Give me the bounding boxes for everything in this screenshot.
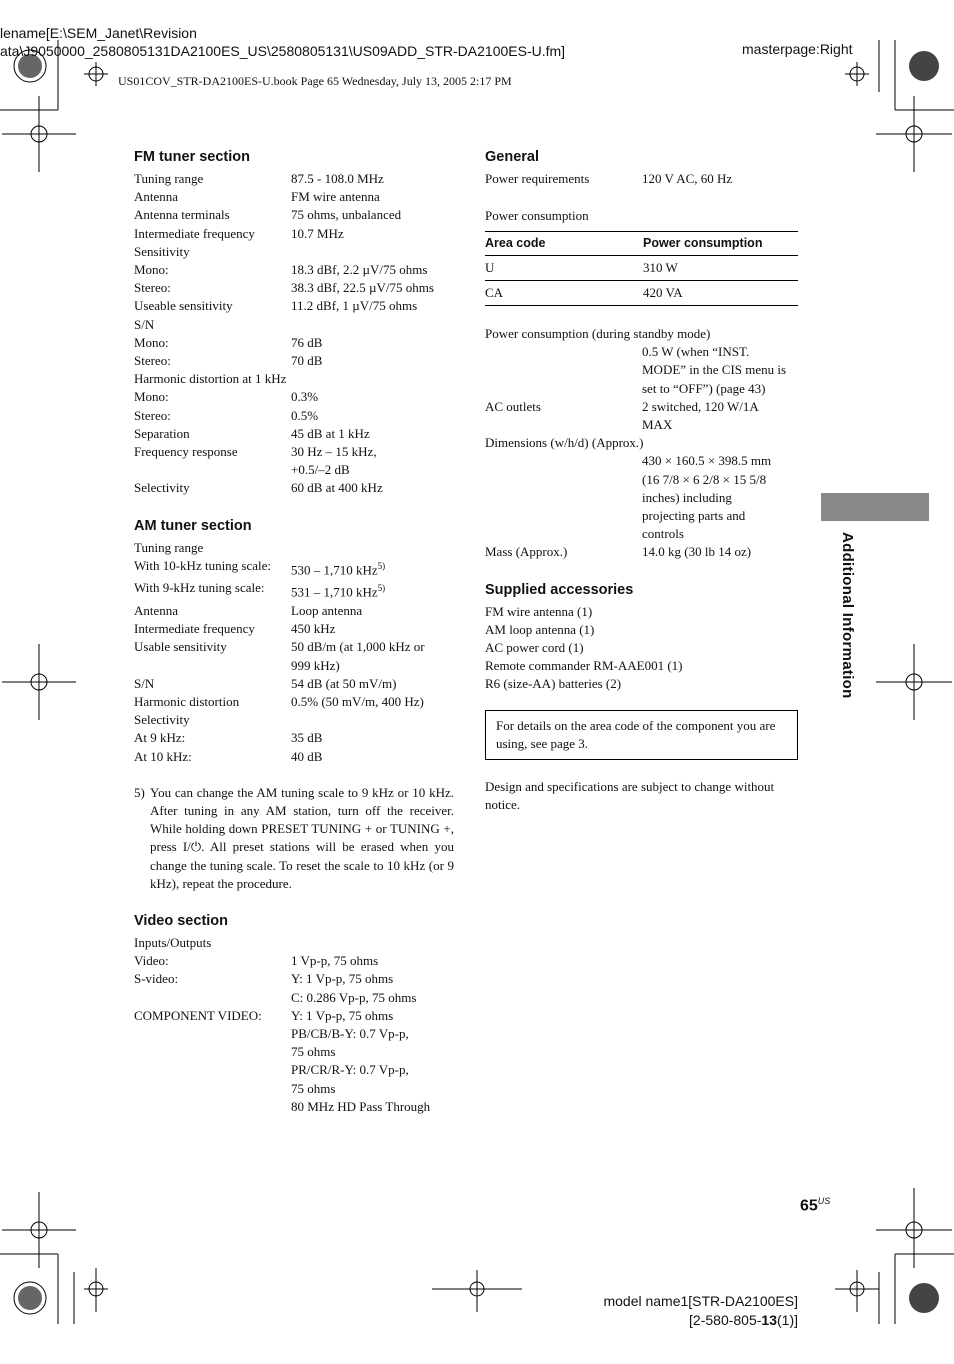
footer-part-suffix: (1)] bbox=[777, 1312, 798, 1328]
spec-value bbox=[291, 334, 454, 352]
list-item: AM loop antenna (1) bbox=[485, 621, 595, 637]
spec-row bbox=[134, 170, 454, 188]
spec-label: At 9 kHz: bbox=[134, 730, 186, 746]
spec-value bbox=[291, 657, 454, 675]
spec-value bbox=[642, 507, 800, 525]
spec-value bbox=[291, 479, 454, 497]
spec-row bbox=[134, 206, 454, 224]
spec-value bbox=[291, 729, 454, 747]
spec-value-text: 430 × 160.5 × 398.5 mm bbox=[642, 453, 772, 469]
spec-value-text: +0.5/–2 dB bbox=[291, 462, 350, 478]
power-requirements-value: 120 V AC, 60 Hz bbox=[642, 171, 733, 186]
spec-label: Dimensions (w/h/d) (Approx.) bbox=[485, 435, 644, 451]
right-column bbox=[485, 148, 800, 814]
spec-row bbox=[134, 989, 454, 1007]
table-cell: CA bbox=[485, 280, 643, 305]
table-cell: 310 W bbox=[643, 255, 798, 280]
spec-row bbox=[485, 398, 800, 416]
video-spec-list bbox=[134, 934, 454, 1116]
spec-label bbox=[485, 380, 642, 398]
spec-row bbox=[134, 934, 454, 952]
spec-label: Antenna terminals bbox=[134, 207, 230, 223]
spec-value-text: set to “OFF”) (page 43) bbox=[642, 380, 766, 396]
spec-label: Separation bbox=[134, 425, 190, 441]
spec-label bbox=[485, 452, 642, 470]
spec-label: Stereo: bbox=[134, 280, 171, 296]
spec-row bbox=[134, 443, 454, 461]
spec-label: Sensitivity bbox=[134, 243, 190, 259]
spec-value bbox=[291, 989, 454, 1007]
spec-value-text: 87.5 - 108.0 MHz bbox=[291, 171, 384, 186]
spec-value-text: MODE” in the CIS menu is bbox=[642, 362, 787, 378]
footer-part-number bbox=[560, 1311, 798, 1330]
spec-value bbox=[291, 602, 454, 620]
spec-row bbox=[134, 711, 454, 729]
accessories-list bbox=[485, 603, 800, 694]
spec-value bbox=[291, 297, 454, 315]
spec-row bbox=[485, 452, 800, 470]
spec-value-text: 0.3% bbox=[291, 389, 319, 405]
spec-value bbox=[642, 525, 800, 543]
spec-value-text: 10.7 MHz bbox=[291, 225, 344, 241]
am-spec-list bbox=[134, 539, 454, 766]
spec-label: Mass (Approx.) bbox=[485, 544, 568, 560]
spec-value bbox=[291, 952, 454, 970]
footnote-text: You can change the AM tuning scale to 9 kHz or 10 kHz. After tuning in any AM station, turn off the receiver. While holding down PRESET TUNING + or TUNING +, press I/⏻. All preset stations will be erased when you change the tuning scale. To reset the scale to 10 kHz (or 9 kHz), repeat the procedure. bbox=[150, 784, 454, 891]
spec-value-text: 30 Hz – 15 kHz, bbox=[291, 444, 377, 460]
spec-value-text: 40 dB bbox=[291, 748, 323, 764]
spec-value bbox=[291, 461, 454, 479]
spec-value-text: MAX bbox=[642, 417, 673, 433]
spec-row bbox=[134, 1061, 454, 1079]
spec-label: Inputs/Outputs bbox=[134, 934, 212, 950]
spec-label: Mono: bbox=[134, 262, 169, 278]
am-section-title: AM tuner section bbox=[134, 517, 252, 534]
spec-value bbox=[291, 279, 454, 297]
spec-value-text: 60 dB at 400 kHz bbox=[291, 480, 383, 496]
spec-label bbox=[134, 989, 291, 1007]
spec-row bbox=[134, 748, 454, 766]
spec-label bbox=[134, 461, 291, 479]
spec-row bbox=[485, 507, 800, 525]
spec-label bbox=[134, 657, 291, 675]
spec-value bbox=[291, 225, 454, 243]
general-spec-list bbox=[485, 325, 800, 562]
spec-row bbox=[134, 693, 454, 711]
spec-label: Intermediate frequency bbox=[134, 621, 255, 637]
spec-value bbox=[291, 638, 454, 656]
spec-value-text: controls bbox=[642, 526, 684, 542]
spec-row bbox=[134, 539, 454, 557]
spec-row bbox=[134, 407, 454, 425]
spec-value bbox=[291, 425, 454, 443]
section-tab-marker bbox=[821, 493, 929, 521]
spec-row bbox=[134, 479, 454, 497]
spec-value-text: 1 Vp-p, 75 ohms bbox=[291, 953, 379, 969]
spec-value bbox=[291, 170, 454, 188]
table-header-power-consumption: Power consumption bbox=[643, 232, 798, 255]
spec-value bbox=[291, 557, 454, 580]
spec-row bbox=[134, 370, 454, 388]
spec-value bbox=[642, 398, 800, 416]
spec-row bbox=[134, 1080, 454, 1098]
spec-label bbox=[485, 507, 642, 525]
page-number-value: 65 bbox=[800, 1197, 818, 1215]
spec-value bbox=[291, 620, 454, 638]
spec-label bbox=[485, 361, 642, 379]
spec-value bbox=[291, 1007, 454, 1025]
spec-row bbox=[134, 602, 454, 620]
list-item: R6 (size-AA) batteries (2) bbox=[485, 676, 622, 692]
spec-label: Tuning range bbox=[134, 539, 204, 555]
area-code-table bbox=[485, 231, 798, 306]
spec-label bbox=[134, 1043, 291, 1061]
spec-value bbox=[291, 675, 454, 693]
spec-value bbox=[291, 407, 454, 425]
spec-value-text: 75 ohms bbox=[291, 1080, 336, 1096]
spec-label: Mono: bbox=[134, 334, 169, 350]
spec-label: Selectivity bbox=[134, 712, 190, 728]
spec-label: Harmonic distortion at 1 kHz bbox=[134, 371, 287, 387]
spec-row bbox=[485, 343, 800, 361]
spec-label: Tuning range bbox=[134, 171, 204, 186]
side-section-label: Additional Information bbox=[839, 532, 856, 699]
spec-value-text: PR/CR/R-Y: 0.7 Vp-p, bbox=[291, 1062, 409, 1078]
footer-model-name: model name1[STR-DA2100ES] bbox=[603, 1293, 798, 1309]
spec-row bbox=[134, 620, 454, 638]
spec-label: Power consumption (during standby mode) bbox=[485, 326, 711, 342]
spec-value-text: 75 ohms, unbalanced bbox=[291, 207, 402, 223]
spec-row bbox=[134, 188, 454, 206]
spec-value bbox=[291, 443, 454, 461]
spec-value bbox=[291, 188, 454, 206]
spec-value-text: Y: 1 Vp-p, 75 ohms bbox=[291, 1007, 394, 1023]
file-path-line2: ata\J9050000_2580805131DA2100ES_US\2580805131\US09ADD_STR-DA2100ES-U.fm] bbox=[0, 43, 566, 59]
footnote-ref: 5) bbox=[377, 583, 386, 594]
spec-label: Antenna bbox=[134, 602, 179, 618]
spec-row bbox=[134, 261, 454, 279]
fm-spec-list bbox=[134, 170, 454, 498]
footnote-ref: 5) bbox=[377, 560, 386, 571]
spec-value bbox=[291, 539, 454, 557]
spec-value-text: 999 kHz) bbox=[291, 657, 340, 673]
spec-value-text: 76 dB bbox=[291, 334, 323, 350]
table-row bbox=[485, 255, 798, 280]
spec-value bbox=[291, 261, 454, 279]
spec-row bbox=[134, 579, 454, 602]
power-consumption-label: Power consumption bbox=[485, 208, 589, 224]
spec-label: Intermediate frequency bbox=[134, 225, 255, 241]
spec-value bbox=[291, 711, 454, 729]
spec-row bbox=[134, 729, 454, 747]
spec-value bbox=[642, 380, 800, 398]
spec-row bbox=[134, 970, 454, 988]
spec-value-text: 50 dB/m (at 1,000 kHz or bbox=[291, 639, 425, 655]
spec-row bbox=[134, 425, 454, 443]
spec-label: With 9-kHz tuning scale: bbox=[134, 580, 265, 596]
left-column bbox=[134, 148, 454, 1116]
spec-value bbox=[291, 352, 454, 370]
disclaimer: Design and specifications are subject to change without notice. bbox=[485, 779, 775, 813]
spec-value bbox=[291, 1025, 454, 1043]
spec-label: Stereo: bbox=[134, 353, 171, 369]
spec-value bbox=[291, 316, 454, 334]
spec-row bbox=[134, 1007, 454, 1025]
spec-value-text: 0.5% (50 mV/m, 400 Hz) bbox=[291, 693, 424, 709]
spec-value bbox=[642, 489, 800, 507]
spec-value bbox=[642, 416, 800, 434]
spec-value bbox=[291, 1043, 454, 1061]
spec-row bbox=[134, 1098, 454, 1116]
spec-value-text: Loop antenna bbox=[291, 602, 363, 618]
spec-row bbox=[485, 525, 800, 543]
footnote bbox=[134, 784, 454, 893]
area-code-note-box: For details on the area code of the component you are using, see page 3. bbox=[485, 710, 798, 760]
masterpage-label: masterpage:Right bbox=[742, 41, 853, 57]
spec-value-text: (16 7/8 × 6 2/8 × 15 5/8 bbox=[642, 471, 767, 487]
spec-label bbox=[485, 343, 642, 361]
spec-row bbox=[134, 1043, 454, 1061]
spec-value bbox=[642, 543, 800, 561]
list-item: Remote commander RM-AAE001 (1) bbox=[485, 658, 683, 674]
spec-value-text: 38.3 dBf, 22.5 µV/75 ohms bbox=[291, 280, 434, 296]
spec-row bbox=[485, 361, 800, 379]
spec-row bbox=[134, 279, 454, 297]
page-number-suffix: US bbox=[817, 1196, 831, 1206]
accessories-section-title: Supplied accessories bbox=[485, 581, 634, 598]
spec-row bbox=[485, 543, 800, 561]
footnote-number: 5) bbox=[134, 784, 145, 800]
spec-row bbox=[134, 225, 454, 243]
spec-label bbox=[485, 416, 642, 434]
spec-row bbox=[134, 1025, 454, 1043]
spec-row bbox=[134, 297, 454, 315]
spec-row bbox=[134, 952, 454, 970]
spec-label: Stereo: bbox=[134, 407, 171, 423]
table-row bbox=[485, 280, 798, 305]
fm-section-title: FM tuner section bbox=[134, 149, 251, 165]
spec-value-text: PB/CB/B-Y: 0.7 Vp-p, bbox=[291, 1025, 409, 1041]
spec-value bbox=[291, 1080, 454, 1098]
spec-value-text: 35 dB bbox=[291, 730, 323, 746]
spec-value-text: 14.0 kg (30 lb 14 oz) bbox=[642, 544, 752, 560]
spec-label: Mono: bbox=[134, 389, 169, 405]
spec-value bbox=[291, 748, 454, 766]
spec-value-text: 450 kHz bbox=[291, 621, 336, 637]
spec-value bbox=[642, 343, 800, 361]
list-item: AC power cord (1) bbox=[485, 640, 584, 656]
spec-row bbox=[134, 388, 454, 406]
spec-value-text: 531 – 1,710 kHz bbox=[291, 584, 378, 600]
spec-value-text: Y: 1 Vp-p, 75 ohms bbox=[291, 971, 394, 987]
spec-value bbox=[642, 452, 800, 470]
spec-value-text: 0.5 W (when “INST. bbox=[642, 344, 750, 360]
spec-row bbox=[485, 380, 800, 398]
spec-label: S/N bbox=[134, 675, 155, 691]
spec-value bbox=[291, 1098, 454, 1116]
spec-row bbox=[134, 638, 454, 656]
spec-value-text: 11.2 dBf, 1 µV/75 ohms bbox=[291, 298, 418, 314]
spec-value bbox=[291, 1061, 454, 1079]
table-header-area-code: Area code bbox=[485, 232, 643, 255]
spec-value-text: 75 ohms bbox=[291, 1044, 336, 1060]
spec-value-text: 54 dB (at 50 mV/m) bbox=[291, 675, 397, 691]
general-section-title: General bbox=[485, 149, 539, 165]
spec-value-text: 80 MHz HD Pass Through bbox=[291, 1098, 431, 1114]
spec-label: With 10-kHz tuning scale: bbox=[134, 557, 272, 573]
spec-row bbox=[134, 675, 454, 693]
spec-label: Selectivity bbox=[134, 480, 190, 496]
spec-label: S-video: bbox=[134, 971, 179, 987]
spec-value bbox=[642, 471, 800, 489]
spec-label bbox=[134, 1098, 291, 1116]
spec-row bbox=[134, 243, 454, 261]
spec-value bbox=[291, 370, 454, 388]
book-info: US01COV_STR-DA2100ES-U.book Page 65 Wednesday, July 13, 2005 2:17 PM bbox=[118, 74, 512, 88]
spec-label: Frequency response bbox=[134, 444, 238, 460]
video-section-title: Video section bbox=[134, 912, 229, 929]
footer-part-prefix: [2-580-805- bbox=[689, 1312, 762, 1328]
spec-label: Useable sensitivity bbox=[134, 298, 233, 314]
spec-row bbox=[485, 170, 800, 188]
spec-value bbox=[291, 970, 454, 988]
spec-row bbox=[134, 334, 454, 352]
spec-value-text: 18.3 dBf, 2.2 µV/75 ohms bbox=[291, 262, 428, 278]
spec-value bbox=[291, 693, 454, 711]
spec-row bbox=[134, 657, 454, 675]
model-footer bbox=[560, 1292, 798, 1330]
spec-row bbox=[134, 557, 454, 580]
spec-value-text: 530 – 1,710 kHz bbox=[291, 562, 378, 578]
spec-row bbox=[134, 352, 454, 370]
spec-label: Antenna bbox=[134, 189, 179, 205]
spec-row bbox=[485, 325, 800, 343]
spec-value-text: 70 dB bbox=[291, 353, 323, 369]
spec-value-text: inches) including bbox=[642, 489, 732, 505]
power-requirements-label: Power requirements bbox=[485, 171, 590, 186]
spec-value bbox=[291, 388, 454, 406]
spec-value-text: projecting parts and bbox=[642, 508, 746, 524]
spec-label: At 10 kHz: bbox=[134, 748, 192, 764]
file-path bbox=[0, 24, 565, 60]
spec-label bbox=[134, 1061, 291, 1079]
spec-row bbox=[485, 489, 800, 507]
footer-part-bold: 13 bbox=[761, 1312, 777, 1328]
table-cell: U bbox=[485, 255, 643, 280]
page-number bbox=[800, 1196, 830, 1215]
spec-row bbox=[485, 416, 800, 434]
spec-value bbox=[642, 361, 800, 379]
spec-label bbox=[134, 1080, 291, 1098]
spec-label: Video: bbox=[134, 953, 169, 969]
spec-label bbox=[134, 1025, 291, 1043]
spec-label bbox=[485, 489, 642, 507]
spec-value-text: 0.5% bbox=[291, 407, 319, 423]
spec-value bbox=[291, 243, 454, 261]
spec-row bbox=[134, 316, 454, 334]
spec-label bbox=[485, 525, 642, 543]
spec-value bbox=[291, 579, 454, 602]
list-item: FM wire antenna (1) bbox=[485, 603, 593, 619]
spec-value-text: 2 switched, 120 W/1A bbox=[642, 398, 759, 414]
table-cell: 420 VA bbox=[643, 280, 798, 305]
spec-row bbox=[485, 434, 800, 452]
spec-value bbox=[291, 934, 454, 952]
spec-label: AC outlets bbox=[485, 398, 541, 414]
spec-label: COMPONENT VIDEO: bbox=[134, 1007, 262, 1023]
spec-label: Usable sensitivity bbox=[134, 639, 227, 655]
spec-label: S/N bbox=[134, 316, 155, 332]
spec-value bbox=[291, 206, 454, 224]
spec-value-text: C: 0.286 Vp-p, 75 ohms bbox=[291, 989, 417, 1005]
spec-value-text: FM wire antenna bbox=[291, 189, 380, 205]
file-path-line1: lename[E:\SEM_Janet\Revision bbox=[0, 25, 197, 41]
spec-label bbox=[485, 471, 642, 489]
spec-value-text: 45 dB at 1 kHz bbox=[291, 425, 370, 441]
spec-row bbox=[485, 471, 800, 489]
spec-row bbox=[134, 461, 454, 479]
spec-label: Harmonic distortion bbox=[134, 693, 240, 709]
